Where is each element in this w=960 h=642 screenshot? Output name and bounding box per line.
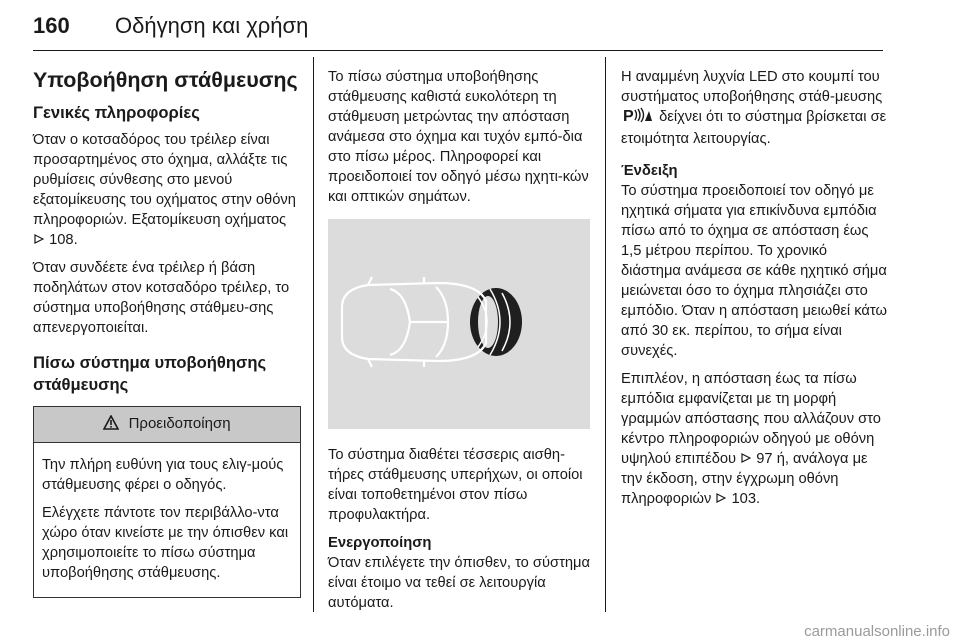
- page-header: [33, 10, 883, 51]
- page-reference-link[interactable]: 108.: [49, 232, 78, 248]
- rear-system-description: Το πίσω σύστημα υποβοήθησης στάθμευσης καθιστά ευκολότερη τη στάθμευση μετρώντας την απόσταση ανάμεσα στο όχημα και τυχόν εμπό-δια στο πίσω μέρος. Πληροφορεί και προειδοποιεί τον οδηγό μέσω ηχητι-κών και οπτικών σημάτων.: [328, 69, 589, 205]
- warning-text-1: Την πλήρη ευθύνη για τους ελιγ-μούς στάθμευσης φέρει ο οδηγός.: [42, 457, 284, 493]
- warning-title: Προειδοποίηση: [128, 415, 231, 432]
- sensors-paragraph: Το σύστημα διαθέτει τέσσερις αισθη-τήρες στάθμευσης υπερήχων, οι οποίοι είναι τοποθετημένοι στον πίσω προφυλακτήρα.: [328, 447, 583, 523]
- parking-assist-icon: [623, 107, 653, 129]
- led-paragraph: [621, 67, 891, 149]
- section-title: Υποβοήθηση στάθμευσης: [33, 68, 298, 92]
- distance-display-paragraph: [621, 369, 891, 509]
- trailer-hitch-text: Όταν ο κοτσαδόρος του τρέιλερ είναι προσαρτημένος στο όχημα, αλλάξτε τις ρυθμίσεις σύνθεσης στο μενού εξατομίκευσης του οχήματος στην οθόνη πληροφοριών. Εξατομίκευση οχήματος: [33, 132, 296, 228]
- watermark: carmanualsonline.info: [804, 623, 950, 640]
- sensor-wave-icon: [470, 288, 522, 356]
- warning-box: [33, 406, 301, 598]
- car-sensor-figure: [328, 219, 590, 429]
- column-1: [33, 55, 301, 598]
- indication-text: Το σύστημα προειδοποιεί τον οδηγό με ηχητικά σήματα για επικίνδυνα εμπόδια πίσω από το όχημα σε απόσταση έως 1,5 μέτρου περίπου. Το χρονικό διάστημα ανάμεσα σε κάθε ηχητικό σήμα μειώνεται όσο το όχημα πλησιάζει στο εμπόδιο. Όταν η απόσταση μειωθεί κάτω από 30 εκ. περίπου, το σήμα είναι συνεχές.: [621, 183, 887, 359]
- reference-arrow-icon: [741, 449, 751, 469]
- warning-triangle-icon: [103, 415, 119, 434]
- column-divider: [313, 57, 314, 612]
- activation-text: Όταν επιλέγετε την όπισθεν, το σύστημα είναι έτοιμο να τεθεί σε λειτουργία αυτόματα.: [328, 555, 591, 611]
- page-number: 160: [33, 13, 70, 38]
- svg-text:P: P: [623, 108, 634, 123]
- reference-arrow-icon: [34, 230, 44, 250]
- warning-header: [34, 407, 300, 443]
- led-text-after: δείχνει ότι το σύστημα βρίσκεται σε ετοιμότητα λειτουργίας.: [621, 109, 887, 147]
- trailer-connect-paragraph: Όταν συνδέετε ένα τρέιλερ ή βάση ποδηλάτων στον κοτσαδόρο τρέιλερ, το σύστημα υποβοήθησης στάθμευ-σης απενεργοποιείται.: [33, 260, 290, 336]
- distance-text-before: Επιπλέον, η απόσταση έως τα πίσω εμπόδια εμφανίζεται με τη μορφή γραμμών απόστασης που αλλάζουν στο κέντρο πληροφοριών οδηγού με οθόνη υψηλού επιπέδου: [621, 371, 881, 467]
- column-2: [328, 55, 590, 621]
- page-reference-link[interactable]: 103.: [731, 491, 761, 507]
- warning-text-2: Ελέγχετε πάντοτε τον περιβάλλο-ντα χώρο όταν κινείστε με την όπισθεν και χρησιμοποιείτε το πίσω σύστημα υποβοήθησης στάθμευσης.: [42, 505, 289, 581]
- column-divider: [605, 57, 606, 612]
- trailer-hitch-paragraph: [33, 130, 301, 250]
- running-title: Οδήγηση και χρήση: [115, 13, 309, 38]
- general-info-heading: Γενικές πληροφορίες: [33, 103, 200, 122]
- activation-heading: Ενεργοποίηση: [328, 535, 432, 551]
- indication-heading: Ένδειξη: [621, 163, 678, 179]
- page-reference-link[interactable]: 97: [756, 451, 773, 467]
- reference-arrow-icon: [716, 489, 726, 509]
- column-3: [621, 55, 891, 517]
- car-top-view-illustration: [328, 219, 590, 429]
- led-text-before: Η αναμμένη λυχνία LED στο κουμπί του συστήματος υποβοήθησης στάθ-μευσης: [621, 69, 883, 105]
- warning-body: [34, 443, 300, 597]
- rear-parking-assist-heading: Πίσω σύστημα υποβοήθησης στάθμευσης: [33, 353, 267, 394]
- distance-text-middle: ή, ανάλογα με την έκδοση, στην έγχρωμη οθόνη πληροφοριών: [621, 451, 868, 507]
